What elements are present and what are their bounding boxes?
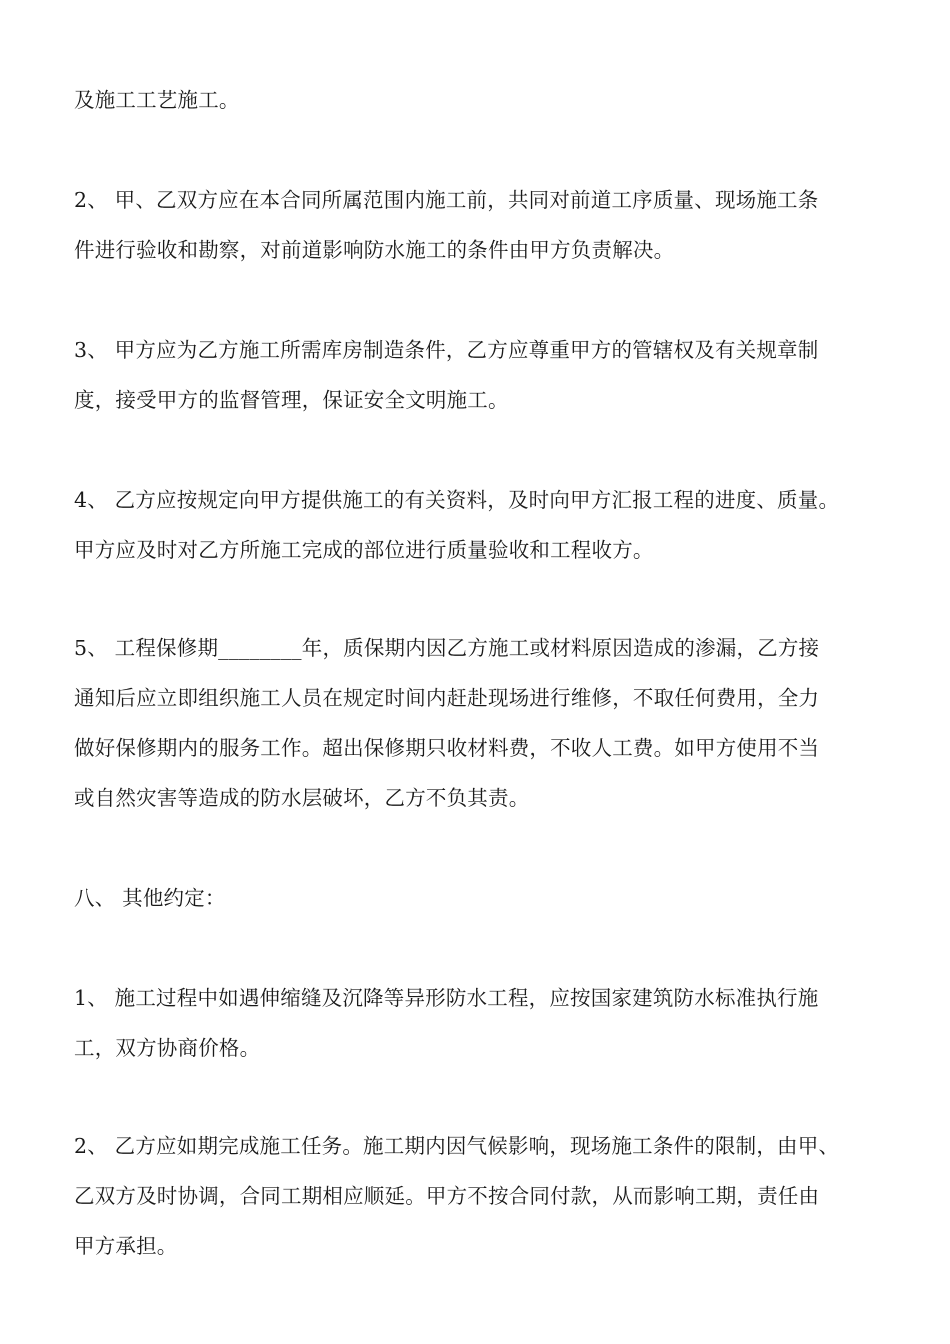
text-line: 2、 甲、乙双方应在本合同所属范围内施工前，共同对前道工序质量、现场施工条 [74, 188, 819, 212]
text-line: 度，接受甲方的监督管理，保证安全文明施工。 [74, 388, 509, 412]
text-line: 3、 甲方应为乙方施工所需库房制造条件，乙方应尊重甲方的管辖权及有关规章制 [74, 338, 819, 362]
text-line: 乙双方及时协调，合同工期相应顺延。甲方不按合同付款，从而影响工期，责任由 [74, 1184, 820, 1208]
text-line: 工，双方协商价格。 [74, 1036, 261, 1060]
text-line: 甲方承担。 [74, 1234, 178, 1258]
text-line: 通知后应立即组织施工人员在规定时间内赶赴现场进行维修，不取任何费用，全力 [74, 686, 820, 710]
text-line: 做好保修期内的服务工作。超出保修期只收材料费，不收人工费。如甲方使用不当 [74, 736, 820, 760]
text-line: 5、 工程保修期________年，质保期内因乙方施工或材料原因造成的渗漏，乙方接 [74, 636, 820, 660]
text-line: 件进行验收和勘察，对前道影响防水施工的条件由甲方负责解决。 [74, 238, 675, 262]
section-heading: 八、 其他约定： [74, 886, 226, 910]
text-line: 1、 施工过程中如遇伸缩缝及沉降等异形防水工程，应按国家建筑防水标准执行施 [74, 986, 819, 1010]
text-line: 2、 乙方应如期完成施工任务。施工期内因气候影响，现场施工条件的限制，由甲、 [74, 1134, 840, 1158]
text-line: 甲方应及时对乙方所施工完成的部位进行质量验收和工程收方。 [74, 538, 654, 562]
text-line: 或自然灾害等造成的防水层破坏，乙方不负其责。 [74, 786, 530, 810]
text-line: 及施工工艺施工。 [74, 88, 240, 112]
text-line: 4、 乙方应按规定向甲方提供施工的有关资料，及时向甲方汇报工程的进度、质量。 [74, 488, 840, 512]
